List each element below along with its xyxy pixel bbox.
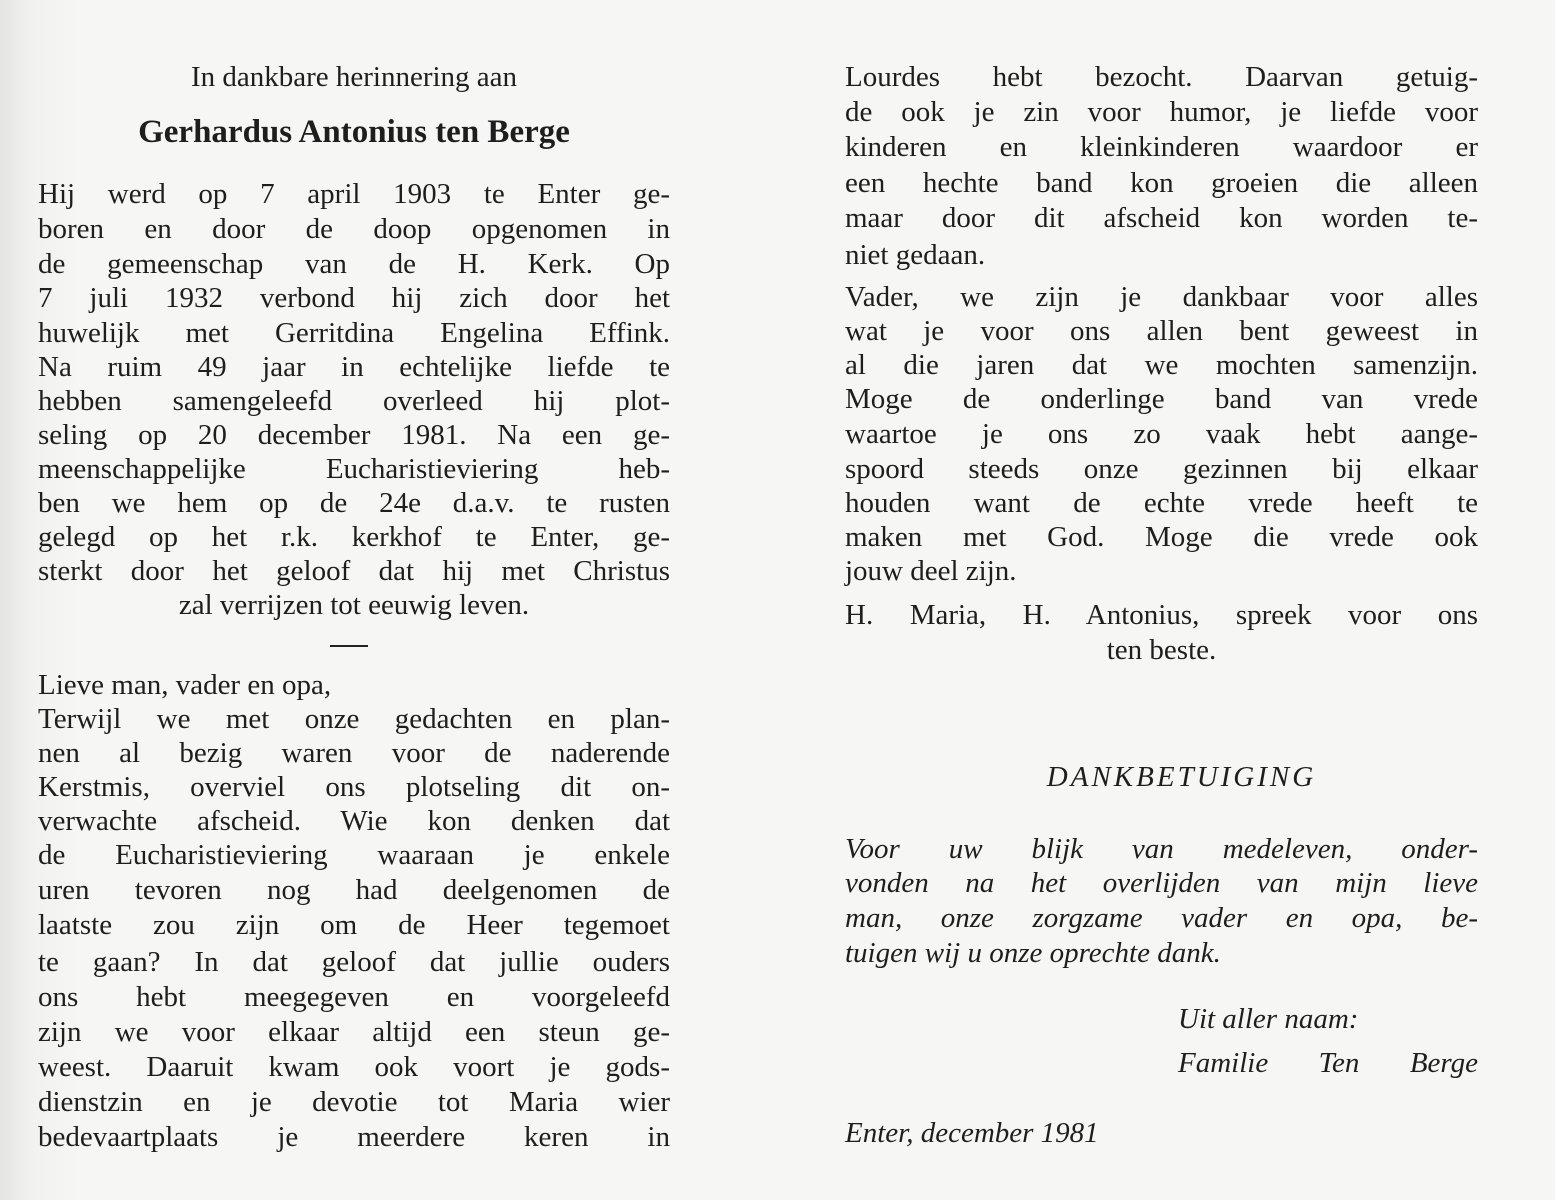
thanks-heading: DANKBETUIGING [1046,761,1317,793]
letter-line: jouw deel zijn. [845,555,1017,587]
letter-line: wat je voor ons allen bent geweest in [845,315,1478,347]
family-signature: Familie Ten Berge [1178,1047,1478,1079]
signoff: Uit aller naam: [1178,1003,1359,1035]
thanks-line: tuigen wij u onze oprechte dank. [845,937,1221,969]
letter-line: te gaan? In dat geloof dat jullie ouders [38,946,670,978]
letter-line: weest. Daaruit kwam ook voort je gods- [38,1051,670,1083]
prayer-line: ten beste. [1106,634,1217,666]
place-date: Enter, december 1981 [845,1117,1099,1149]
letter-line: de Eucharistieviering waaraan je enkele [38,839,670,871]
bio-line: huwelijk met Gerritdina Engelina Effink. [38,317,670,349]
bio-line: de gemeenschap van de H. Kerk. Op [38,248,670,280]
thanks-line: man, onze zorgzame vader en opa, be- [845,902,1478,934]
bio-line: hebben samengeleefd overleed hij plot- [38,385,670,417]
letter-line: Moge de onderlinge band van vrede [845,383,1478,415]
bio-line: zal verrijzen tot eeuwig leven. [178,589,530,621]
letter-line: ons hebt meegegeven en voorgeleefd [38,981,670,1013]
salutation: Lieve man, vader en opa, [38,669,332,701]
letter-line: Lourdes hebt bezocht. Daarvan getuig- [845,61,1478,93]
separator-dash [330,645,368,647]
letter-line: uren tevoren nog had deelgenomen de [38,874,670,906]
bio-line: gelegd op het r.k. kerkhof te Enter, ge- [38,521,670,553]
letter-line: kinderen en kleinkinderen waardoor er [845,131,1478,163]
letter-line: dienstzin en je devotie tot Maria wier [38,1086,670,1118]
deceased-name: Gerhardus Antonius ten Berge [138,114,570,150]
thanks-line: Voor uw blijk van medeleven, onder- [845,833,1478,865]
prayer-line: H. Maria, H. Antonius, spreek voor ons [845,599,1478,631]
bio-line: boren en door de doop opgenomen in [38,213,670,245]
letter-line: niet gedaan. [845,239,986,271]
letter-line: een hechte band kon groeien die alleen [845,167,1478,199]
letter-line: nen al bezig waren voor de naderende [38,737,670,769]
bio-line: Na ruim 49 jaar in echtelijke liefde te [38,351,670,383]
letter-line: verwachte afscheid. Wie kon denken dat [38,805,670,837]
letter-line: laatste zou zijn om de Heer tegemoet [38,909,670,941]
letter-line: Vader, we zijn je dankbaar voor alles [845,281,1478,313]
bio-line: meenschappelijke Eucharistieviering heb- [38,453,670,485]
bio-line: seling op 20 december 1981. Na een ge- [38,419,670,451]
letter-line: waartoe je ons zo vaak hebt aange- [845,418,1478,450]
letter-line: maken met God. Moge die vrede ook [845,521,1478,553]
letter-line: de ook je zin voor humor, je liefde voor [845,96,1478,128]
heading: In dankbare herinnering aan [190,61,518,93]
letter-line: houden want de echte vrede heeft te [845,487,1478,519]
bio-line: sterkt door het geloof dat hij met Christus [38,555,670,587]
letter-line: al die jaren dat we mochten samenzijn. [845,349,1478,381]
bio-line: Hij werd op 7 april 1903 te Enter ge- [38,178,670,210]
bio-line: ben we hem op de 24e d.a.v. te rusten [38,487,670,519]
letter-line: maar door dit afscheid kon worden te- [845,202,1478,234]
letter-line: spoord steeds onze gezinnen bij elkaar [845,453,1478,485]
letter-line: bedevaartplaats je meerdere keren in [38,1121,670,1153]
letter-line: Terwijl we met onze gedachten en plan- [38,703,670,735]
letter-line: Kerstmis, overviel ons plotseling dit on- [38,771,670,803]
letter-line: zijn we voor elkaar altijd een steun ge- [38,1016,670,1048]
bio-line: 7 juli 1932 verbond hij zich door het [38,282,670,314]
thanks-line: vonden na het overlijden van mijn lieve [845,867,1478,899]
